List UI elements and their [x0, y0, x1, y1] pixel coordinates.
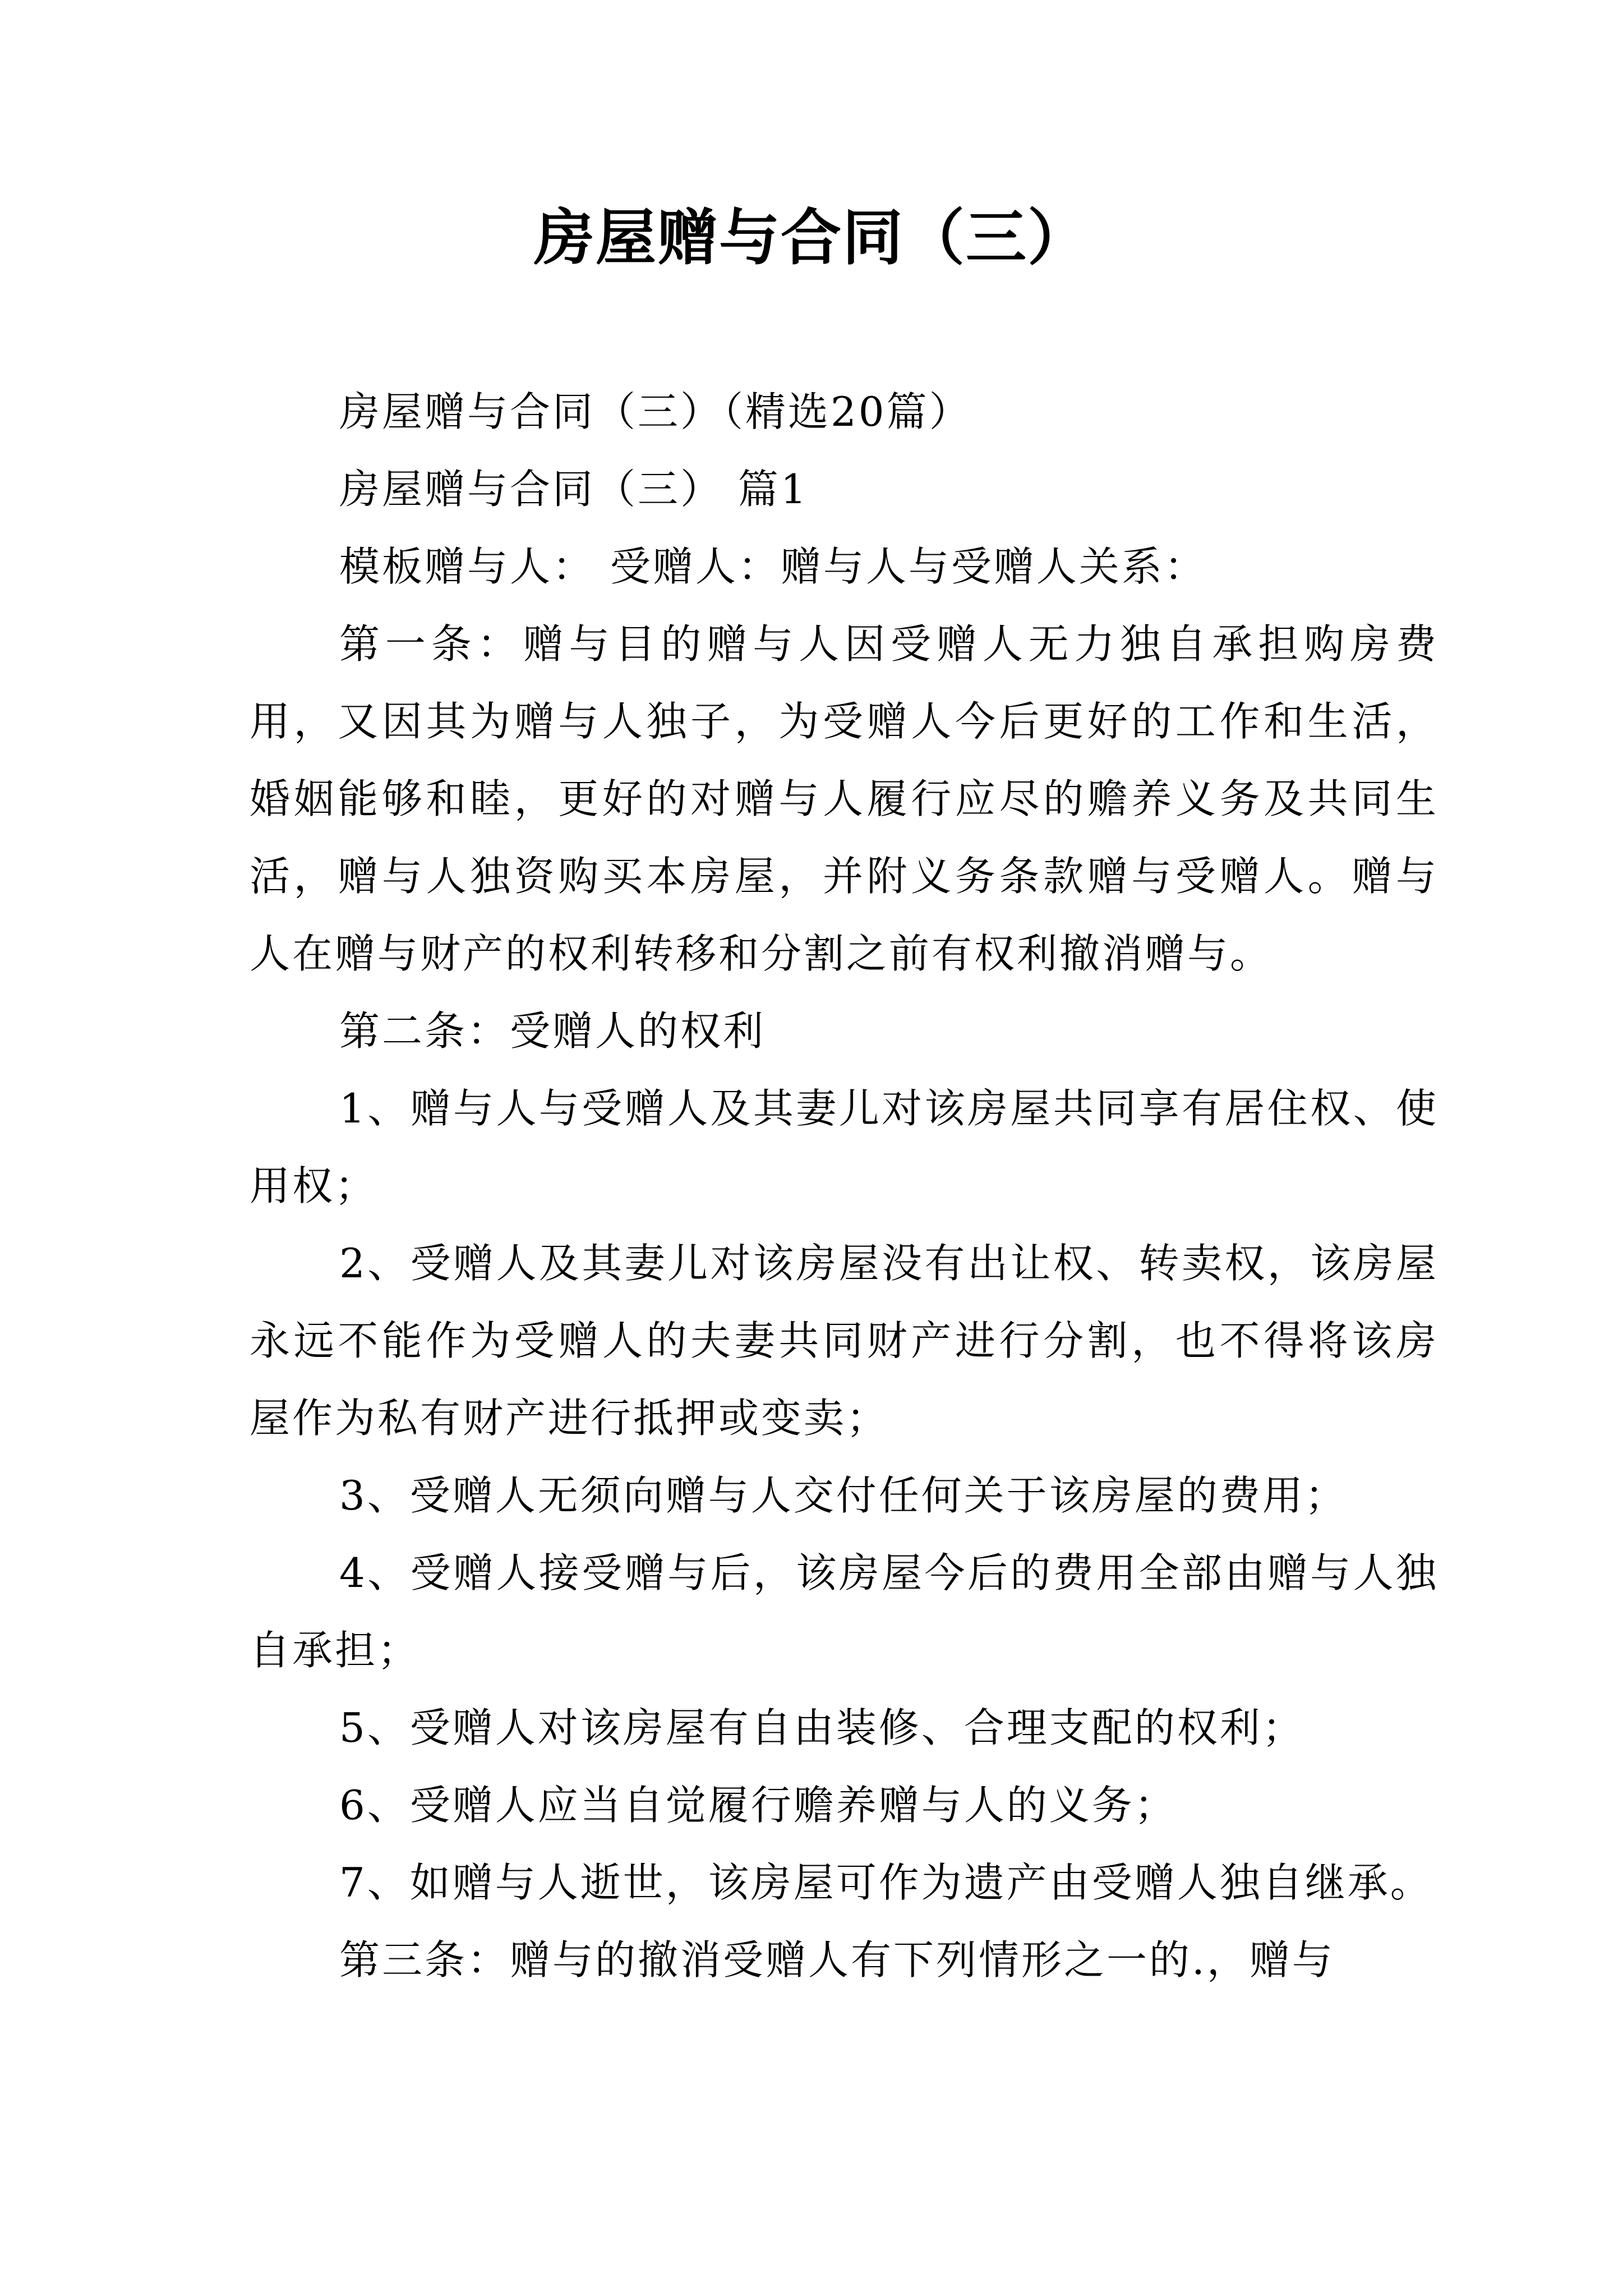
clause-7: 7、如赠与人逝世，该房屋可作为遗产由受赠人独自继承。 — [339, 1859, 1433, 1906]
parties-line: 模板赠与人： 受赠人：赠与人与受赠人关系： — [339, 543, 1207, 590]
document-body — [250, 373, 1438, 1999]
clause-5: 5、受赠人对该房屋有自由装修、合理支配的权利； — [339, 1704, 1305, 1751]
clause-4: 4、受赠人接受赠与后，该房屋今后的费用全部由赠与人独自承担； — [250, 1549, 1438, 1674]
document-title: 房屋赠与合同（三） — [533, 203, 1089, 273]
article-3-paragraph: 第三条：赠与的撤消受赠人有下列情形之一的.，赠与 — [339, 1936, 1335, 1984]
section-heading: 房屋赠与合同（三） 篇1 — [339, 466, 809, 513]
clause-6: 6、受赠人应当自觉履行赡养赠与人的义务； — [339, 1782, 1177, 1829]
clause-2: 2、受赠人及其妻儿对该房屋没有出让权、转卖权，该房屋永远不能作为受赠人的夫妻共同财产进行分割，也不得将该房屋作为私有财产进行抵押或变卖； — [250, 1240, 1438, 1442]
clause-3: 3、受赠人无须向赠与人交付任何关于该房屋的费用； — [339, 1472, 1348, 1519]
clause-1: 1、赠与人与受赠人及其妻儿对该房屋共同享有居住权、使用权； — [250, 1085, 1438, 1209]
subtitle-line: 房屋赠与合同（三）（精选20篇） — [339, 388, 972, 435]
article-2-heading: 第二条：受赠人的权利 — [339, 1007, 766, 1055]
article-1-paragraph: 第一条：赠与目的赠与人因受赠人无力独自承担购房费用，又因其为赠与人独子，为受赠人今后更好的工作和生活，婚姻能够和睦，更好的对赠与人履行应尽的赡养义务及共同生活，赠与人独资购买本房屋，并附义务条款赠与受赠人。赠与人在赠与财产的权利转移和分割之前有权利撤消赠与。 — [250, 620, 1438, 977]
